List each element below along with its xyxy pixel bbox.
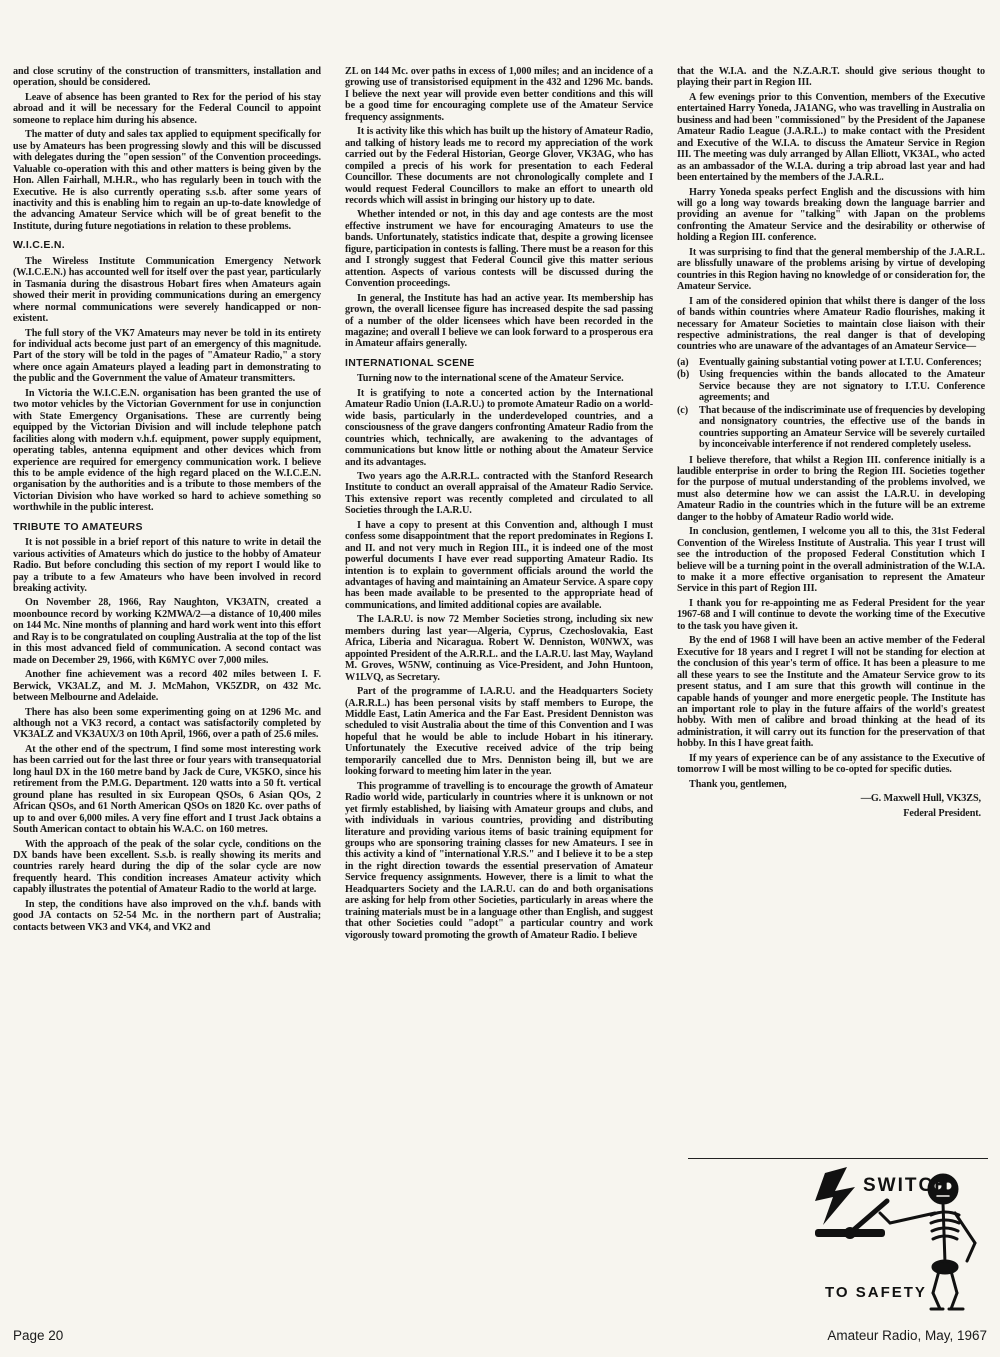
list-label: (c) [677,404,689,416]
paragraph: If my years of experience can be of any assistance to the Executive of tomorrow I will be most willing to be co-opted for specific duties. [677,752,985,776]
column-divider-rule [688,1158,988,1159]
paragraph: It is gratifying to note a concerted action by the International Amateur Radio Union (I.A.R.U.) to promote Amateur Radio on a world-wide basis, particularly in the underdeveloped countries, and a consciousness of the grave dangers confronting Amateur Radio from the countries which, technically, are awakening to the advantages of communications but know little or nothing about the Amateur Service and its advantages. [345,387,653,468]
paragraph: The full story of the VK7 Amateurs may never be told in its entirety for individual acts become just part of an emergency of this magnitude. Part of the story will be told in the pages of "Amateur Radio," a story where once again Amateurs played a leading part in demonstrating to the public and the Government the value of Amateur transmitters. [13,327,321,385]
cartoon-bottom-text: TO SAFETY [825,1284,927,1301]
paragraph: Leave of absence has been granted to Rex for the period of his stay abroad and it will be necessary for the Federal Council to appoint someone to replace him during his absence. [13,91,321,126]
signature-name: —G. Maxwell Hull, VK3ZS, [860,793,981,805]
publication-issue: Amateur Radio, May, 1967 [827,1328,987,1343]
paragraph: that the W.I.A. and the N.Z.A.R.T. should give serious thought to playing their part in Region III. [677,66,985,89]
concerns-list [677,357,985,451]
column-2 [345,66,653,1328]
section-heading-wicen: W.I.C.E.N. [13,239,66,252]
paragraph: I am of the considered opinion that whilst there is danger of the loss of bands within countries where Amateur Radio flourishes, making it necessary for Amateur Societies to maintain close liaison with their respective administrations, the real danger is that of developing countries who are unaware of the advantages of an Amateur Service— [677,295,985,353]
paragraph: At the other end of the spectrum, I find some most interesting work has been carried out for the last three or four years with transequatorial long haul DX in the 160 metre band by Jack de Cure, VK5KO, since his retirement from the P.M.G. Department. 120 watts into a 50 ft. vertical ground plane has resulted in six European QSOs, 6 Asian QOs, 2 African QSOs, and 61 North American QSOs on 1820 Kc. over paths of up to and over 6,000 miles. A very fine effort and I trust Jack obtains a South American contact to obtain his W.A.C. on 160 metres. [13,743,321,836]
paragraph: By the end of 1968 I will have been an active member of the Federal Executive for 18 years and I regret I will not be standing for election at the conclusion of this year's term of office. It has been a pleasure to me all these years to see the Institute and the Amateur Service grow to its present status, and I am sure that this growth will continue in the capable hands of younger and more energetic people. The Institute has an important role to play in the future affairs of the world's greatest hobby. With men of calibre and broad thinking at the head of its administration, it will carry out its function for the preservation of that hobby. In this I have great faith. [677,635,985,750]
paragraph: Turning now to the international scene of the Amateur Service. [357,373,624,385]
paragraph: The Wireless Institute Communication Emergency Network (W.I.C.E.N.) has accounted well for itself over the past year, particularly in Tasmania during the disastrous Hobart fires when Amateurs again showed their merit in providing communications during an emergency where normal communications were severely handicapped or non-existent. [13,255,321,325]
column-1 [13,66,321,1328]
paragraph: A few evenings prior to this Convention, members of the Executive entertained Harry Yoneda, JA1ANG, who was travelling in Australia on business and had been "commissioned" by the President of the Japanese Amateur Radio League (J.A.R.L.) to make contact with the President and Executive of the W.I.A. to discuss the Amateur Service in Region III. The meeting was duly arranged by Allan Elliott, VK3AL, who acted as an ambassador of the W.I.A. during a trip abroad last year and had been entertained by the members of the J.A.R.L. [677,91,985,184]
paragraph: It is not possible in a brief report of this nature to write in detail the various activities of Amateurs which do justice to the hobby of Amateur Radio. But before concluding this section of my report I would like to pay a tribute to a few Amateurs who have been involved in record breaking activity. [13,537,321,595]
page-number: Page 20 [13,1328,64,1343]
switch-to-safety-cartoon [795,1163,985,1313]
paragraph: and close scrutiny of the construction of transmitters, installation and operation, should be considered. [13,66,321,89]
paragraph: Two years ago the A.R.R.L. contracted with the Stanford Research Institute to conduct an overall appraisal of the Amateur Radio Service. This extensive report was recently completed and circulated to all Societies through the I.A.R.U. [345,470,653,517]
paragraph: Another fine achievement was a record 402 miles between I. F. Berwick, VK3ALZ, and M. J. McMahon, VK5ZDR, on 432 Mc. between Melbourne and Adelaide. [13,669,321,704]
list-item [677,405,985,451]
list-label: (b) [677,369,690,381]
signature-title: Federal President. [903,807,981,819]
paragraph: It is activity like this which has built up the history of Amateur Radio, and talking of history leads me to record my appreciation of the work carried out by the Federal Historian, George Glover, VK3AG, who has compiled a precis of his work for presentation to each Federal Councillor. These documents are not chronologically complete and I would request Federal Councillors to make an effort to unearth old records which will assist in bringing our history up to date. [345,126,653,206]
lightning-bolt-icon [815,1167,855,1225]
paragraph: With the approach of the peak of the solar cycle, conditions on the DX bands have been excellent. S.s.b. is really showing its merits and countries rarely heard during the dip of the solar cycle are now frequently heard. This condition increases Amateur activity which capably illustrates the potential of Amateur Radio to the world at large. [13,838,321,896]
paragraph: I believe therefore, that whilst a Region III. conference initially is a laudible enterprise in order to bring the Region III. Societies together for the purpose of mutual understanding of the problems involved, we must also determine how we can assist the I.A.R.U. in developing Amateur Radio in the countries which in the future will be an extreme danger to the hobby of Amateur Radio world wide. [677,454,985,523]
list-item [677,357,985,368]
list-text: Using frequencies within the bands allocated to the Amateur Service because they are not signatory to I.T.U. Conference agreements; and [699,369,985,404]
page-footer [13,1328,987,1348]
paragraph: The I.A.R.U. is now 72 Member Societies strong, including six new members during last year—Algeria, Cyprus, Czechoslovakia, East Africa, Liberia and Nicaragua. Robert W. Denniston, W0NWX, was appointed President of the A.R.R.L. and the I.A.R.U. last May, Wayland M. Groves, W5NW, continuing as Vice-President, and John Huntoon, W1LVQ, as Secretary. [345,614,653,683]
paragraph: In step, the conditions have also improved on the v.h.f. bands with good JA contacts on 52-54 Mc. in the northern part of Australia; contacts between VK3 and VK4, and VK2 and [13,898,321,933]
section-heading-tribute: TRIBUTE TO AMATEURS [13,520,143,533]
paragraph: In general, the Institute has had an active year. Its membership has grown, the overall licensee figure has increased despite the sad passing of a number of the older licensees which have been recorded in the magazine; and overall I believe we can look forward to a prosperous era in Amateur affairs generally. [345,292,653,350]
paragraph: Part of the programme of I.A.R.U. and the Headquarters Society (A.R.R.L.) has been personal visits by staff members to Europe, the Middle East, Latin America and the Far East. President Denniston was scheduled to visit Australia about the time of this Convention and I was hopeful that he would be able to include Hobart in his itinerary. Unfortunately the Executive received advice of the trip being temporarily cancelled due to Mrs. Denniston being ill, but we are looking forward to meeting him later in the year. [345,686,653,778]
cartoon-top-text: SWITCH [863,1175,950,1196]
list-text: That because of the indiscriminate use of frequencies by developing and nonsignatory countries, the effective use of the bands in countries supporting an Amateur Service will be severely curtailed by inconceivable interference if not rendered completely useless. [699,404,985,451]
paragraph: I thank you for re-appointing me as Federal President for the year 1967-68 and I will continue to devote the working time of the Executive to the task you have given it. [677,597,985,632]
list-text: Eventually gaining substantial voting power at I.T.U. Conferences; [699,356,982,368]
paragraph: Whether intended or not, in this day and age contests are the most effective instrument we have for encouraging Amateurs to use the bands. Unfortunately, statistics indicate that, despite a growing licensee figure, participation in contests is falling. There must be a reason for this and I strongly suggest that Federal Council give this matter serious attention. Aspects of various contests will be discussed during the Convention proceedings. [345,209,653,290]
paragraph: It was surprising to find that the general membership of the J.A.R.L. are blissfully unaware of the problems arising by virtue of developing countries in this Region having no knowledge of or consideration for, the Amateur Service. [677,246,985,293]
paragraph: This programme of travelling is to encourage the growth of Amateur Radio world wide, particularly in countries where it is unknown or not yet firmly established, by liaising with Amateur groups and clubs, and with individuals in various countries, providing and distributing literature and providing various items of basic training equipment for groups who are sponsoring training classes for new Amateurs. I see in this activity a kind of "international Y.R.S." and I believe it to be a step in the right direction towards the essential preservation of Amateur Service frequency assignments. However, there is a limit to what the Headquarters Society and the I.A.R.U. can do and both organisations are asking for help from other Societies, particularly in areas where the training materials must be in a language other than English, and suggest that other Societies could "adopt" a particular country and work vigorously toward promoting the growth of Amateur Radio. I believe [345,780,653,941]
paragraph: Harry Yoneda speaks perfect English and the discussions with him will go a long way towards breaking down the language barrier and providing an avenue for "talking" with Japan on the problems confronting the Amateur Service and the desirability or otherwise of holding a Region III. conference. [677,186,985,244]
paragraph: There has also been some experimenting going on at 1296 Mc. and although not a VK3 record, a contact was satisfactorily completed by VK3ALZ and VK3AUX/3 on 10th April, 1966, over a path of 25.6 miles. [13,706,321,741]
paragraph: On November 28, 1966, Ray Naughton, VK3ATN, created a moonbounce record by working K2MWA/2—a distance of 10,400 miles on 144 Mc. Nine months of planning and hard work went into this effort and Ray is to be congratulated on coupling Australia at the top of the list in this most advanced field of communication. A second contact was made on December 29, 1966, with K6MYC over 7,000 miles. [13,597,321,666]
list-label: (a) [677,356,689,368]
section-heading-international: INTERNATIONAL SCENE [345,356,475,369]
paragraph: I have a copy to present at this Convention and, although I must confess some disappointment that the report predominates in Regions I. and II. and not very much in Region III., it is indeed one of the most powerful documents I have ever read supporting Amateur Radio. Its intention is to explain to government officials around the world the advantages of having and maintaining an Amateur Service. A spare copy has been made available to be presented to the appropriate head of communications, and limited additional copies are available. [345,519,653,611]
paragraph: ZL on 144 Mc. over paths in excess of 1,000 miles; and an incidence of a growing use of transistorised equipment in the 432 and 1296 Mc. bands. I believe the next year will provide even better conditions and this will be a good time for encouraging complete use of the Amateur Service frequency assignments. [345,66,653,123]
column-3 [677,66,985,1151]
paragraph: The matter of duty and sales tax applied to equipment specifically for use by Amateurs has been progressing slowly and this will be discussed with delegates during the "open session" of the Convention proceedings. Valuable co-operation with this and other matters is being given by the Hon. Allen Fairhall, M.H.R., who has regularly been in touch with the Executive. He is also currently operating s.s.b. after some years of inactivity and this is enabling him to regain an up-to-date knowledge of the advancing Amateur Service which will be of great benefit to the Institute, during future negotiations in relation to these problems. [13,129,321,232]
list-item [677,369,985,403]
paragraph: In conclusion, gentlemen, I welcome you all to this, the 31st Federal Convention of the Wireless Institute of Australia. This year I trust will see the introduction of the proposed Federal Constitution which I believe will be a turning point in the overall administration of the W.I.A. to make it a more effective organisation to represent the Amateur Service in this part of Region III. [677,526,985,595]
closing-thanks: Thank you, gentlemen, [689,778,787,790]
paragraph: In Victoria the W.I.C.E.N. organisation has been granted the use of two motor vehicles by the Victorian Government for use in conjunction with State Emergency Organisations. These are currently being equipped by the Victorian Division and will include telephone patch facilities along with modern v.h.f. equipment, power supply equipment, operating tables, antenna equipment and other devices which from experience are required for emergency communication work. I believe this to be ample evidence of the high regard placed on the W.I.C.E.N. organisation by the authorities and is a tribute to those members of the Victorian Division who have worked so hard to achieve something so worthwhile in the public interest. [13,387,321,514]
